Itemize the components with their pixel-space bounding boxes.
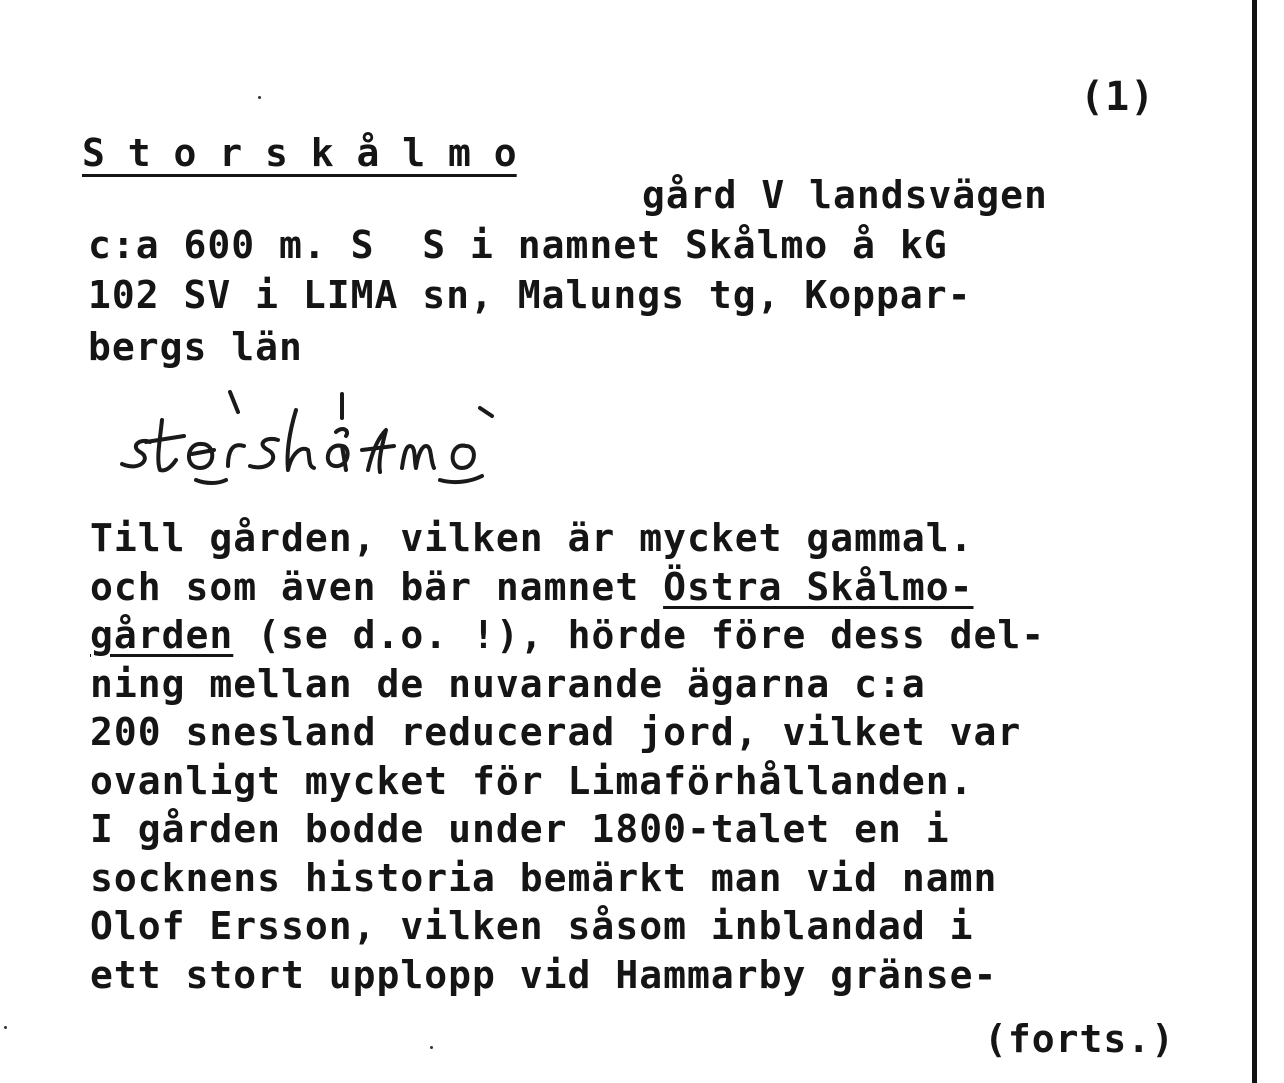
continued-note: (forts.) bbox=[984, 1017, 1176, 1061]
paper-speck bbox=[258, 96, 261, 99]
paper-speck bbox=[430, 1046, 433, 1049]
body-line: I gården bodde under 1800-talet en i bbox=[90, 807, 950, 851]
body-text: och som även bär namnet bbox=[90, 564, 664, 609]
body-line: ning mellan de nuvarande ägarna c:a bbox=[90, 661, 926, 706]
body-line bbox=[90, 611, 1250, 660]
place-name-heading: S t o r s k å l m o bbox=[82, 131, 517, 175]
body-line: ett stort upplopp vid Hammarby gränse- bbox=[90, 952, 998, 997]
paper-speck bbox=[4, 1026, 7, 1029]
description-line: c:a 600 m. S S i namnet Skålmo å kG bbox=[88, 223, 948, 267]
handwriting-signature bbox=[110, 380, 580, 500]
page-number: (1) bbox=[1080, 74, 1156, 120]
card-body-text bbox=[90, 514, 1250, 999]
handwritten-pronunciation bbox=[110, 380, 580, 500]
body-line: ovanligt mycket för Limaförhållanden. bbox=[90, 758, 974, 803]
body-line: socknens historia bemärkt man vid namn bbox=[90, 855, 998, 900]
description-line: gård V landsvägen bbox=[642, 173, 1048, 217]
cross-reference-link: Östra Skålmo- bbox=[663, 564, 974, 609]
cross-reference-link: gården bbox=[90, 613, 234, 657]
body-text: (se d.o. !), hörde före dess del- bbox=[233, 613, 1046, 657]
body-line: Till gården, vilken är mycket gammal. bbox=[90, 516, 974, 560]
description-line: bergs län bbox=[88, 325, 303, 369]
body-line: Olof Ersson, vilken såsom inblandad i bbox=[90, 904, 974, 948]
card-edge-line bbox=[1252, 0, 1257, 1083]
description-line: 102 SV i LIMA sn, Malungs tg, Koppar- bbox=[88, 273, 972, 317]
body-line bbox=[90, 563, 1250, 612]
body-line: 200 snesland reducerad jord, vilket var bbox=[90, 710, 1022, 754]
